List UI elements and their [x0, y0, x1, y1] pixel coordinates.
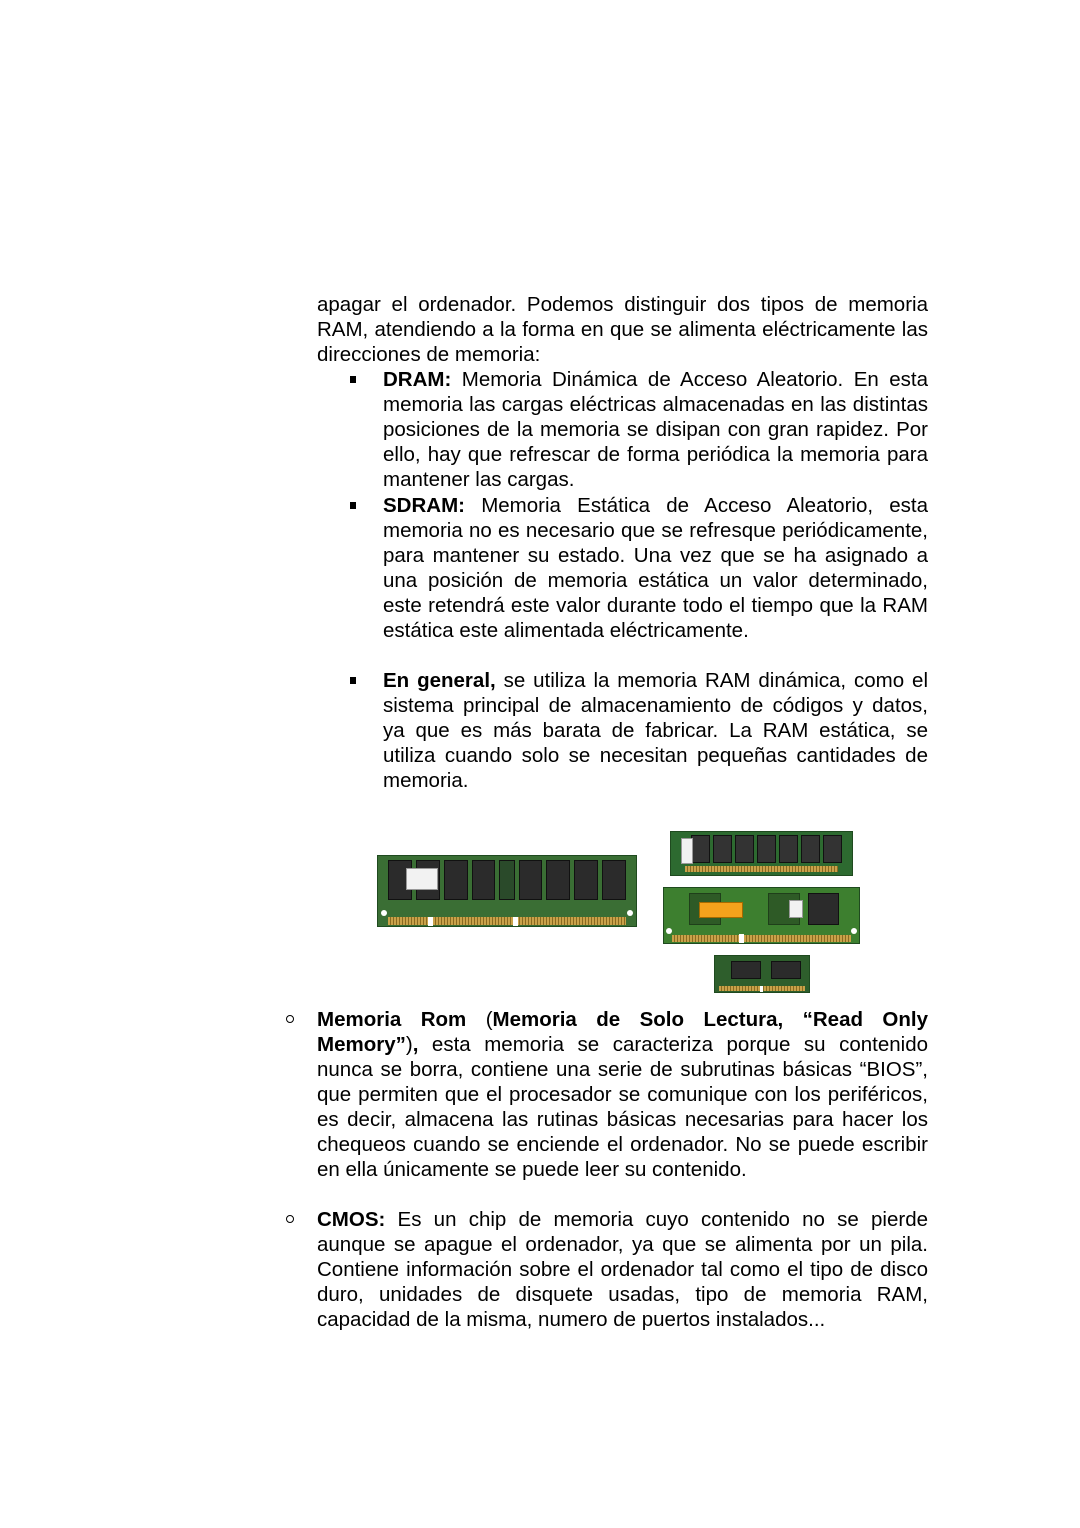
term-en-general: En general, — [383, 669, 496, 692]
term-dram: DRAM: — [383, 368, 452, 391]
intro-paragraph: apagar el ordenador. Podemos distinguir dos tipos de memoria RAM, atendiendo a la forma en que se alimenta eléctricamente las direcciones de memoria: — [317, 293, 928, 366]
definition-memoria-rom: esta memoria se caracteriza porque su contenido nunca se borra, contiene una serie de subrutinas básicas “BIOS”, que permiten que el procesador se comunique con los periféricos, es decir, almacena las rutinas básicas necesarias para hacer los chequeos cuando se enciende el ordenador. No se puede escribir en ella únicamente se puede leer su contenido. — [317, 1033, 928, 1181]
ram-module-sodimm-image — [714, 955, 810, 993]
circle-bullet-icon — [286, 1015, 294, 1023]
square-bullet-icon — [350, 502, 356, 509]
term-comma: , — [412, 1033, 419, 1056]
term-memoria-rom: Memoria Rom — [317, 1008, 467, 1031]
list-item-cmos — [317, 1207, 928, 1332]
ram-module-simm-image — [670, 831, 853, 876]
list-item-memoria-rom — [317, 1007, 928, 1182]
term-cmos: CMOS: — [317, 1208, 386, 1231]
definition-cmos: Es un chip de memoria cuyo contenido no se pierde aunque se apague el ordenador, ya que se alimenta por un pila. Contiene información sobre el ordenador tal como el tipo de disco duro, unidades de disquete usadas, tipo de memoria RAM, capacidad de la misma, numero de puertos instalados... — [317, 1208, 928, 1331]
paren-close: ) — [405, 1033, 413, 1056]
term-rom-expansion: Memoria de Solo Lectura, “Read Only Memory” — [317, 1008, 928, 1056]
square-bullet-icon — [350, 376, 356, 383]
ram-module-dimm-labeled-image — [663, 887, 860, 944]
list-item-en-general — [383, 668, 928, 793]
paren-open: ( — [466, 1008, 493, 1031]
definition-en-general: se utiliza la memoria RAM dinámica, como el sistema principal de almacenamiento de códigos y datos, ya que es más barata de fabricar. La RAM estática, se utiliza cuando solo se necesitan pequeñas cantidades de memoria. — [383, 669, 928, 792]
list-item-dram — [383, 367, 928, 492]
circle-bullet-icon — [286, 1215, 294, 1223]
term-sdram: SDRAM: — [383, 494, 465, 517]
definition-sdram: Memoria Estática de Acceso Aleatorio, esta memoria no es necesario que se refresque periódicamente, para mantener su estado. Una vez que se ha asignado a una posición de memoria estática un valor determinado, este retendrá este valor durante todo el tiempo que la RAM estática este alimentada eléctricamente. — [383, 494, 928, 642]
square-bullet-icon — [350, 677, 356, 684]
definition-dram: Memoria Dinámica de Acceso Aleatorio. En esta memoria las cargas eléctricas almacenadas en las distintas posiciones de la memoria se disipan con gran rapidez. Por ello, hay que refrescar de forma periódica la memoria para mantener las cargas. — [383, 368, 928, 491]
list-item-sdram — [383, 493, 928, 643]
ram-module-dimm-image — [377, 855, 637, 927]
